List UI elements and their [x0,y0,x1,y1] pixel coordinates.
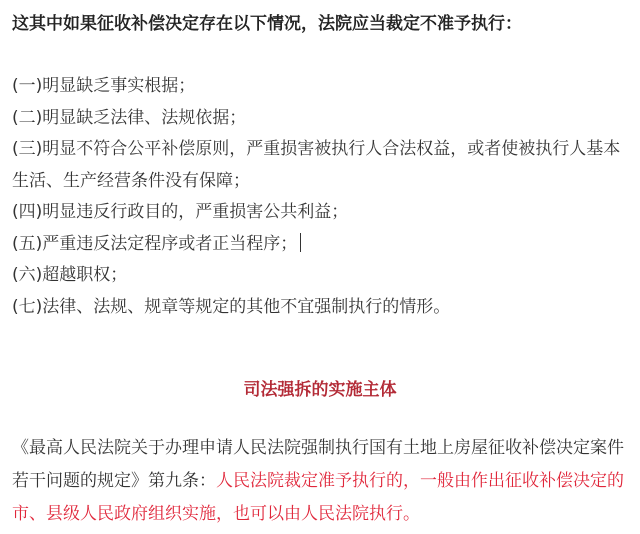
list-item: (三)明显不符合公平补偿原则，严重损害被执行人合法权益，或者使被执行人基本生活、生产经营条件没有保障； [12,139,621,191]
conditions-list [12,71,634,323]
regulation-paragraph [12,432,636,531]
cutoff-next-line [12,526,632,534]
intro-heading: 这其中如果征收补偿决定存在以下情况，法院应当裁定不准予执行： [12,14,522,34]
list-item: (二)明显缺乏法律、法规依据； [12,107,247,128]
list-item: (六)超越职权； [12,265,128,285]
paragraph-normal-text: 《最高人民法院关于办理申请人民法院强制执行国有土地上房屋征收补偿决定案件若干问题的规定》第九条： [12,438,624,491]
list-item-with-caret[interactable] [12,229,634,261]
list-item: (七)法律、法规、规章等规定的其他不宜强制执行的情形。 [12,296,451,317]
section-title: 司法强拆的实施主体 [243,380,397,400]
list-item-text: (五)严重违反法定程序或者正当程序； [12,233,298,254]
list-item: (一)明显缺乏事实根据； [12,76,196,96]
text-cursor [300,233,301,252]
paragraph-highlight-text: 人民法院裁定准予执行的，一般由作出征收补偿决定的市、县级人民政府组织实施，也可以由人民法院执行。 [12,471,624,524]
list-item: (四)明显违反行政目的，严重损害公共利益； [12,202,349,222]
